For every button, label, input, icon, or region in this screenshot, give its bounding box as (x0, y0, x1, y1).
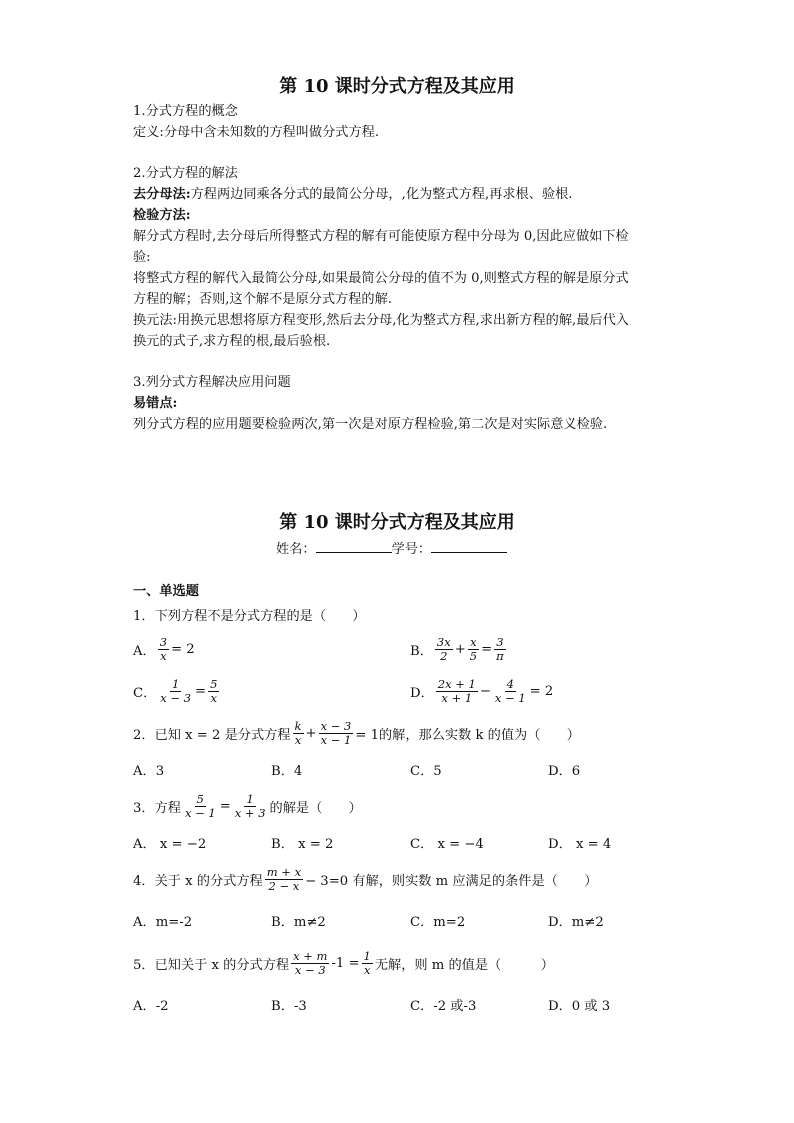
s2-method-text: 方程两边同乘各分式的最简公分母，,化为整式方程,再求根、验根. (190, 187, 573, 202)
q5-num1: x + m (293, 949, 328, 963)
q2-frac2 (319, 720, 354, 747)
s2-check-2a: 将整式方程的解代入最简公分母,如果最简公分母的值不为 0,则整式方程的解是原分式 (133, 271, 629, 286)
s2-check-1b: 验: (133, 250, 151, 265)
q1-option-c (133, 678, 221, 705)
q5-option-a: A．-2 (133, 999, 169, 1014)
name-blank (316, 540, 392, 553)
q1-a-num: 3 (159, 635, 168, 649)
q3-num1: 5 (196, 792, 204, 806)
q1-c-den1: x − 3 (160, 691, 192, 705)
q1-b-num2: x (470, 635, 477, 649)
q1-a-label: A． (133, 644, 156, 659)
s2-method-label: 去分母法: (133, 187, 191, 202)
q1-b-num3: 3 (496, 635, 504, 649)
q1-option-b (410, 636, 508, 663)
q1-b-frac1 (435, 636, 453, 663)
q3-option-a: A． x = −2 (133, 837, 207, 852)
q5-option-d: D．0 或 3 (548, 999, 611, 1014)
quiz-title: 第 10 课时分式方程及其应用 (279, 512, 515, 533)
s2-check-2b: 方程的解；否则,这个解不是原分式方程的解. (133, 292, 392, 307)
q4-stem (133, 866, 597, 893)
q5-pre: 5．已知关于 x 的分式方程 (133, 958, 290, 973)
q1-stem: 1．下列方程不是分式方程的是（ ） (133, 609, 366, 624)
q1-c-frac2 (208, 678, 219, 705)
q2-pre: 2．已知 x = 2 是分式方程 (133, 728, 291, 743)
q3-frac1 (183, 793, 218, 820)
s2-check-label: 检验方法: (133, 208, 191, 223)
q5-num2: 1 (363, 949, 371, 963)
q1-d-num1: 2x + 1 (437, 677, 476, 691)
q3-frac2 (233, 793, 268, 820)
s3-error-label: 易错点: (133, 396, 178, 411)
q4-option-c: C．m=2 (410, 915, 466, 930)
q3-option-b: B． x = 2 (271, 837, 334, 852)
q1-b-label: B． (410, 644, 433, 659)
q1-a-rhs: = 2 (171, 642, 195, 657)
q2-den2: x − 1 (320, 733, 352, 747)
q1-b-op: + (454, 642, 466, 657)
q2-option-a: A．3 (133, 764, 165, 779)
q1-d-den2: x − 1 (494, 691, 526, 705)
q1-b-eq: = (481, 642, 493, 657)
q1-c-den2: x (210, 691, 217, 705)
q1-c-label: C． (133, 686, 157, 701)
q2-post: = 1的解，那么实数 k 的值为（ ） (355, 728, 580, 743)
s1-heading: 1.分式方程的概念 (133, 104, 238, 119)
q2-option-b: B．4 (271, 764, 303, 779)
q1-option-a (133, 636, 195, 663)
q3-option-d: D． x = 4 (548, 837, 612, 852)
q3-pre: 3．方程 (133, 801, 181, 816)
q1-d-rhs: = 2 (529, 684, 554, 699)
q2-op: + (305, 726, 317, 741)
q1-d-frac2 (493, 678, 528, 705)
q3-num2: 1 (246, 792, 254, 806)
q4-frac (265, 866, 303, 893)
q4-pre: 4．关于 x 的分式方程 (133, 874, 263, 889)
q1-b-den1: 2 (440, 649, 448, 663)
q4-option-a: A．m=-2 (133, 915, 193, 930)
notes-title: 第 10 课时分式方程及其应用 (279, 76, 515, 97)
q2-num1: k (294, 719, 302, 733)
q2-den1: x (294, 733, 302, 747)
q3-den1: x − 1 (184, 806, 216, 820)
q1-d-label: D． (410, 686, 434, 701)
q1-c-num1: 1 (171, 677, 180, 691)
q3-stem (133, 793, 362, 820)
s3-error-text: 列分式方程的应用题要检验两次,第一次是对原方程检验,第二次是对实际意义检验. (133, 417, 608, 432)
q5-den1: x − 3 (294, 963, 326, 977)
q5-stem (133, 950, 554, 977)
q5-frac2 (362, 950, 373, 977)
q5-post: 无解，则 m 的值是（ ） (374, 958, 554, 973)
s2-heading: 2.分式方程的解法 (133, 166, 238, 181)
q2-option-c: C．5 (410, 764, 442, 779)
q3-option-c: C． x = −4 (410, 837, 484, 852)
q4-option-b: B．m≠2 (271, 915, 326, 930)
q1-d-op: − (479, 684, 491, 699)
s1-definition: 定义:分母中含未知数的方程叫做分式方程. (133, 125, 380, 140)
q1-c-eq: = (195, 684, 207, 699)
q5-mid: -1 = (331, 956, 360, 971)
q1-b-frac2 (468, 636, 479, 663)
q1-d-num2: 4 (506, 677, 514, 691)
q1-c-num2: 5 (210, 677, 218, 691)
s2-sub-b: 换元的式子,求方程的根,最后验根. (133, 334, 331, 349)
name-label: 姓名： (276, 542, 316, 557)
student-info (276, 540, 507, 559)
section-heading: 一、单选题 (133, 584, 199, 599)
q4-option-d: D．m≠2 (548, 915, 604, 930)
q1-b-num1: 3x (436, 635, 451, 649)
q5-option-c: C．-2 或-3 (410, 999, 477, 1014)
q5-option-b: B．-3 (271, 999, 307, 1014)
q3-eq: = (219, 799, 231, 814)
q4-num: m + x (266, 865, 302, 879)
q2-frac1 (293, 720, 304, 747)
q1-b-frac3 (494, 636, 506, 663)
s2-method (133, 186, 572, 204)
q2-stem (133, 720, 580, 747)
q5-den2: x (363, 963, 371, 977)
q1-a-den: x (160, 649, 167, 663)
q4-post: − 3=0 有解，则实数 m 应满足的条件是（ ） (305, 874, 598, 889)
q2-option-d: D．6 (548, 764, 581, 779)
s2-sub-a: 换元法:用换元思想将原方程变形,然后去分母,化为整式方程,求出新方程的解,最后代入 (133, 313, 629, 328)
q1-option-d (410, 678, 553, 705)
q1-a-frac (158, 636, 169, 663)
q3-den2: x + 3 (234, 806, 266, 820)
q3-post: 的解是（ ） (269, 801, 362, 816)
q1-b-den3: π (496, 649, 504, 663)
s2-check-1a: 解分式方程时,去分母后所得整式方程的解有可能使原方程中分母为 0,因此应做如下检 (133, 229, 629, 244)
q5-frac1 (291, 950, 329, 977)
q1-c-frac1 (158, 678, 193, 705)
q2-num2: x − 3 (320, 719, 352, 733)
id-blank (431, 540, 507, 553)
id-label: 学号： (391, 542, 432, 557)
q4-den: 2 − x (268, 879, 300, 893)
q1-b-den2: 5 (469, 649, 478, 663)
q1-d-den1: x + 1 (441, 691, 473, 705)
s3-heading: 3.列分式方程解决应用问题 (133, 375, 291, 390)
q1-d-frac1 (436, 678, 478, 705)
